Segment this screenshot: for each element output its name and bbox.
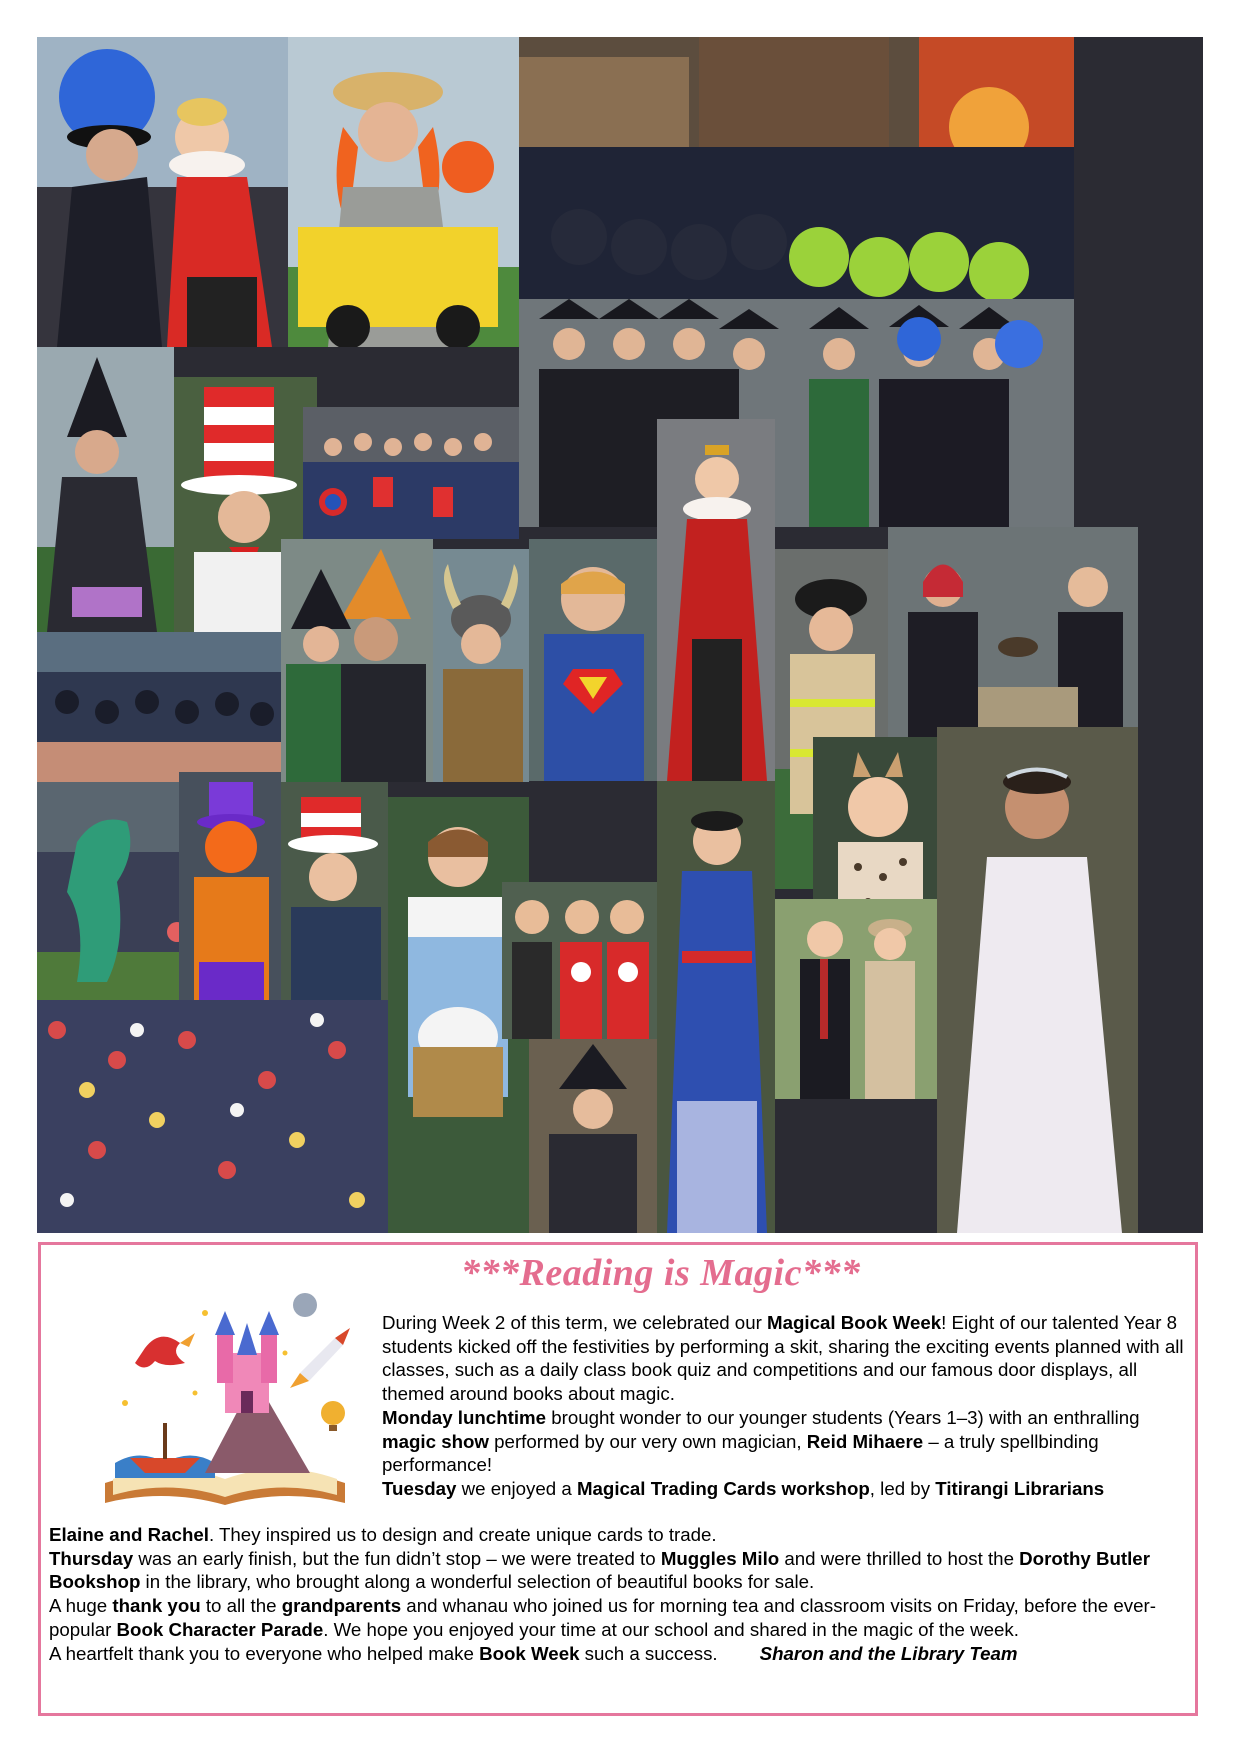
- paragraph-thursday: [49, 1547, 1187, 1594]
- text-span: was an early finish, but the fun didn’t stop – we were treated to: [133, 1547, 661, 1569]
- bold-span: Reid Mihaere: [806, 1430, 924, 1452]
- text-span: brought wonder to our younger students (Years 1–3) with an enthralling: [546, 1406, 1140, 1428]
- photo-class-group-superheroes: [303, 407, 519, 539]
- paragraph-closing: [49, 1642, 1187, 1666]
- photo-mary-poppins: [657, 781, 775, 1233]
- text-span: we enjoyed a: [456, 1477, 577, 1499]
- bold-span: Elaine and Rachel: [49, 1524, 209, 1545]
- bold-span: Titirangi Librarians: [935, 1477, 1105, 1499]
- text-span: and were thrilled to host the: [779, 1547, 1020, 1569]
- paragraph-tuesday-end: [49, 1523, 1187, 1547]
- photo-students-in-library-skit: [519, 37, 1074, 299]
- photo-cat-in-hat-boy: [281, 782, 388, 1000]
- photo-harry-potter-girls: [775, 899, 937, 1099]
- text-span: ! Eight of our talented Year 8 students kicked off the festivities by performing a skit, sharing the exciting events planned with all classes, such as a daily class book quiz and competitions and our famous door displays, all themed around books about magic.: [382, 1312, 1184, 1405]
- photo-viking-helmet-student: [433, 549, 529, 782]
- bold-span: Book Character Parade: [116, 1618, 324, 1640]
- text-span: . We hope you enjoyed your time at our school and shared in the magic of the week.: [323, 1618, 1019, 1640]
- paragraph-monday: [382, 1406, 1187, 1477]
- text-span: A huge: [49, 1595, 113, 1617]
- photo-red-queen-and-costumed-teachers: [37, 37, 288, 347]
- castle-on-open-book-icon: [85, 1283, 365, 1515]
- bold-span: Thursday: [49, 1547, 134, 1569]
- bold-span: Dorothy Butler Bookshop: [49, 1547, 1150, 1593]
- paragraph-tuesday-start: [382, 1477, 1187, 1501]
- story-intro: [382, 1311, 1187, 1501]
- paragraph-thank-you: [49, 1594, 1187, 1641]
- photo-crowd-parade: [37, 1000, 388, 1233]
- text-span: . They inspired us to design and create unique cards to trade.: [208, 1524, 717, 1545]
- story-continued: [49, 1523, 1187, 1665]
- bold-span: Magical Trading Cards workshop: [576, 1477, 870, 1499]
- signature: Sharon and the Library Team: [759, 1642, 1018, 1664]
- bold-span: Book Week: [479, 1642, 580, 1664]
- photo-queen-of-hearts-teacher: [657, 419, 775, 781]
- photo-superman-boy: [529, 539, 657, 781]
- photo-orange-wig-car-costume: [288, 37, 519, 347]
- photo-princess-girl: [937, 727, 1138, 1233]
- story-title: ***Reading is Magic***: [461, 1252, 861, 1294]
- bold-span: grandparents: [281, 1595, 402, 1617]
- text-span: to all the: [200, 1595, 282, 1617]
- text-span: such a success.: [579, 1642, 718, 1664]
- photo-witch-teacher: [37, 347, 174, 632]
- photo-collage: [37, 37, 1203, 1233]
- text-span: – a truly spellbinding performance!: [382, 1430, 1099, 1476]
- text-span: , led by: [869, 1477, 936, 1499]
- bold-span: magic show: [382, 1430, 489, 1452]
- bold-span: Monday lunchtime: [382, 1406, 547, 1428]
- bold-span: Magical Book Week: [767, 1312, 942, 1333]
- photo-witch-teachers-pair: [281, 539, 433, 782]
- photo-witch-portrait-small: [529, 1039, 657, 1233]
- bold-span: Tuesday: [382, 1477, 457, 1499]
- story-box: [38, 1242, 1198, 1716]
- text-span: performed by our very own magician,: [488, 1430, 807, 1452]
- bold-span: thank you: [112, 1595, 201, 1617]
- photo-thing-one-thing-two: [502, 882, 657, 1039]
- text-span: in the library, who brought along a wonderful selection of beautiful books for sale.: [140, 1571, 815, 1593]
- paragraph-book-week: [382, 1311, 1187, 1406]
- photo-assembly-crowd: [37, 632, 281, 782]
- text-span: A heartfelt thank you to everyone who helped make: [49, 1642, 480, 1664]
- photo-mad-hatter: [179, 772, 281, 1000]
- text-span: During Week 2 of this term, we celebrated our: [382, 1312, 768, 1333]
- text-span: and whanau who joined us for morning tea and classroom visits on Friday, before the ever-popular: [49, 1595, 1156, 1640]
- photo-staff-witches-group: [519, 299, 1074, 527]
- bold-span: Muggles Milo: [660, 1547, 780, 1569]
